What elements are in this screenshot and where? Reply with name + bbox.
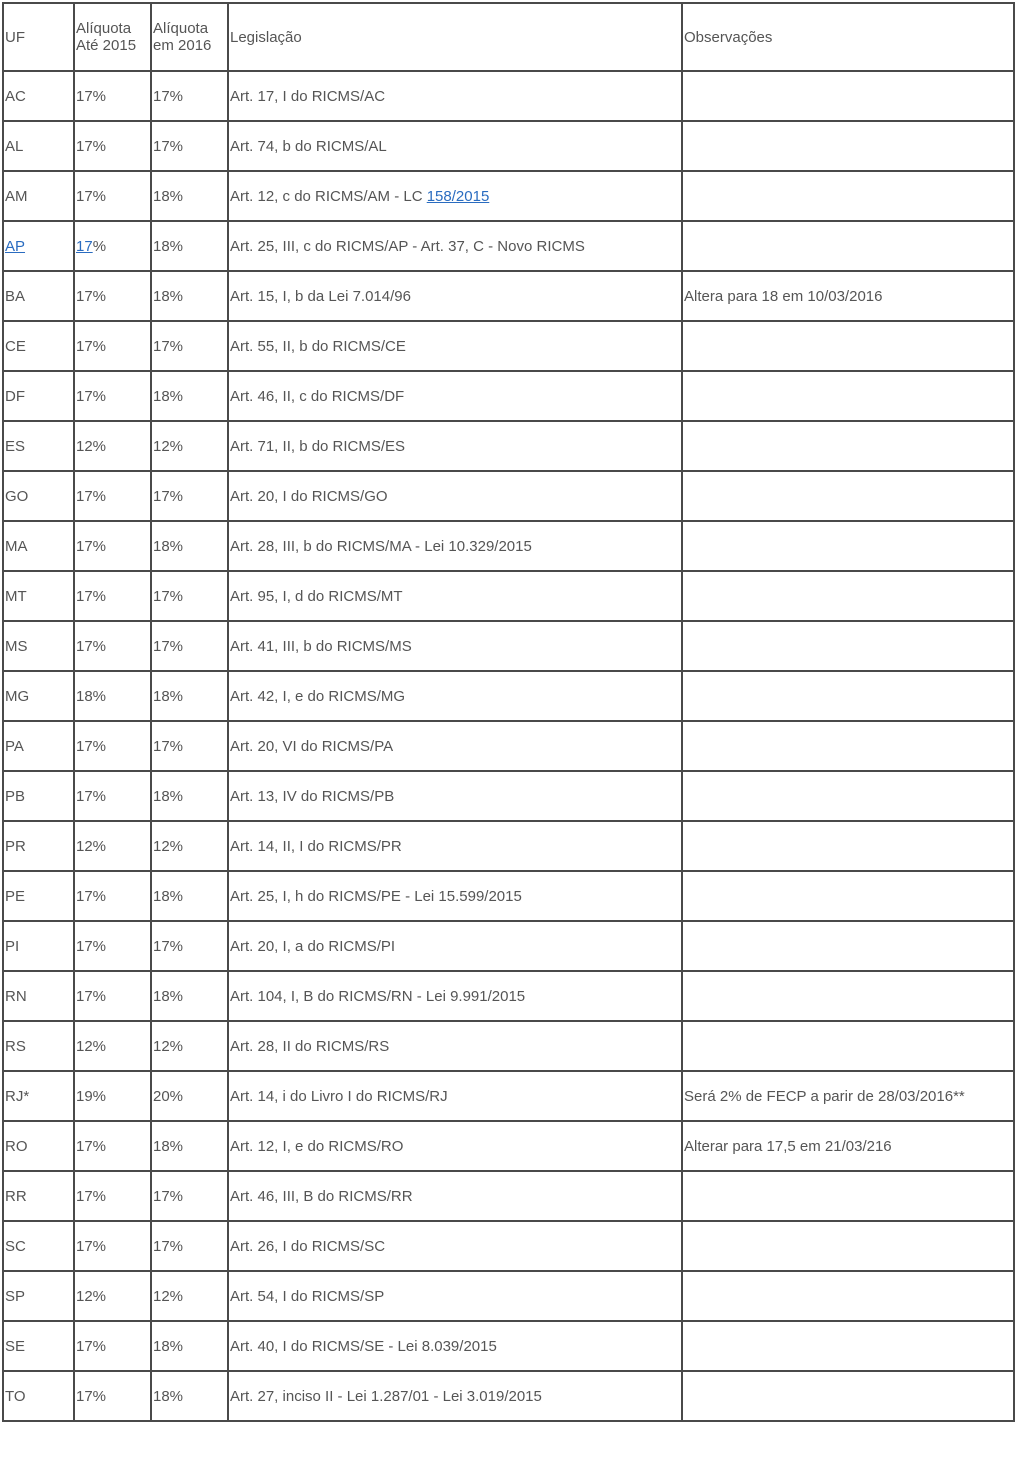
cell-aliquota-2015: 12%	[74, 1271, 151, 1321]
cell-observacoes	[682, 621, 1014, 671]
cell-aliquota-2015: 17%	[74, 1121, 151, 1171]
header-aliquota-2015-line1: Alíquota	[76, 20, 132, 37]
cell-uf: DF	[3, 371, 74, 421]
cell-legislacao: Art. 12, I, e do RICMS/RO	[228, 1121, 682, 1171]
table-row	[3, 271, 1014, 321]
cell-legislacao	[228, 171, 682, 221]
cell-uf: RO	[3, 1121, 74, 1171]
cell-observacoes	[682, 71, 1014, 121]
table-row	[3, 221, 1014, 271]
cell-aliquota-2016: 17%	[151, 571, 228, 621]
table-row	[3, 371, 1014, 421]
cell-uf: AM	[3, 171, 74, 221]
cell-observacoes	[682, 1021, 1014, 1071]
table-row	[3, 71, 1014, 121]
header-aliquota-2016	[151, 3, 228, 71]
cell-uf: MS	[3, 621, 74, 671]
cell-legislacao: Art. 95, I, d do RICMS/MT	[228, 571, 682, 621]
table-row	[3, 1121, 1014, 1171]
cell-legislacao: Art. 20, I, a do RICMS/PI	[228, 921, 682, 971]
cell-aliquota-2016: 17%	[151, 721, 228, 771]
cell-observacoes	[682, 471, 1014, 521]
header-uf: UF	[3, 3, 74, 71]
cell-legislacao: Art. 74, b do RICMS/AL	[228, 121, 682, 171]
table-row	[3, 771, 1014, 821]
table-row	[3, 1221, 1014, 1271]
cell-aliquota-2015: 12%	[74, 1021, 151, 1071]
cell-observacoes	[682, 571, 1014, 621]
cell-uf: TO	[3, 1371, 74, 1421]
cell-observacoes	[682, 121, 1014, 171]
cell-aliquota-2015: 17%	[74, 1371, 151, 1421]
table-row	[3, 871, 1014, 921]
cell-aliquota-2016: 17%	[151, 321, 228, 371]
cell-uf: RN	[3, 971, 74, 1021]
cell-aliquota-2015: 17%	[74, 1221, 151, 1271]
cell-aliquota-2016: 18%	[151, 1121, 228, 1171]
header-legislacao: Legislação	[228, 3, 682, 71]
cell-legislacao: Art. 46, II, c do RICMS/DF	[228, 371, 682, 421]
cell-uf: GO	[3, 471, 74, 521]
cell-aliquota-2015: 17%	[74, 921, 151, 971]
cell-aliquota-2016: 17%	[151, 1221, 228, 1271]
cell-aliquota-2016: 17%	[151, 621, 228, 671]
cell-aliquota-2015: 12%	[74, 821, 151, 871]
cell-observacoes	[682, 921, 1014, 971]
cell-uf: RJ*	[3, 1071, 74, 1121]
table-row	[3, 471, 1014, 521]
cell-aliquota-2016: 12%	[151, 421, 228, 471]
cell-observacoes: Será 2% de FECP a parir de 28/03/2016**	[682, 1071, 1014, 1121]
cell-uf: SP	[3, 1271, 74, 1321]
table-row	[3, 1021, 1014, 1071]
cell-aliquota-2015: 12%	[74, 421, 151, 471]
cell-uf: PA	[3, 721, 74, 771]
cell-legislacao: Art. 20, VI do RICMS/PA	[228, 721, 682, 771]
table-row	[3, 171, 1014, 221]
cell-observacoes: Alterar para 17,5 em 21/03/216	[682, 1121, 1014, 1171]
table-row	[3, 971, 1014, 1021]
cell-aliquota-2015: 17%	[74, 171, 151, 221]
cell-aliquota-2016: 17%	[151, 1171, 228, 1221]
cell-aliquota-2015: 17%	[74, 521, 151, 571]
cell-aliquota-2016: 17%	[151, 121, 228, 171]
cell-aliquota-2016: 18%	[151, 871, 228, 921]
table-row	[3, 821, 1014, 871]
header-aliquota-2016-line2: em 2016	[153, 37, 212, 54]
cell-legislacao: Art. 26, I do RICMS/SC	[228, 1221, 682, 1271]
cell-aliquota-2016: 12%	[151, 821, 228, 871]
header-observacoes: Observações	[682, 3, 1014, 71]
cell-aliquota-2015: 19%	[74, 1071, 151, 1121]
aliquota-ap-link[interactable]: 17	[76, 237, 93, 255]
cell-aliquota-2015: 17%	[74, 371, 151, 421]
cell-aliquota-2016: 18%	[151, 221, 228, 271]
cell-uf: BA	[3, 271, 74, 321]
cell-aliquota-2016: 18%	[151, 671, 228, 721]
cell-observacoes	[682, 321, 1014, 371]
icms-rates-table	[2, 2, 1015, 1422]
cell-uf: CE	[3, 321, 74, 371]
cell-legislacao: Art. 55, II, b do RICMS/CE	[228, 321, 682, 371]
table-header-row	[3, 3, 1014, 71]
cell-legislacao: Art. 54, I do RICMS/SP	[228, 1271, 682, 1321]
cell-uf: MG	[3, 671, 74, 721]
cell-aliquota-2015: 18%	[74, 671, 151, 721]
cell-observacoes	[682, 371, 1014, 421]
table-row	[3, 521, 1014, 571]
cell-aliquota-2015	[74, 221, 151, 271]
table-row	[3, 671, 1014, 721]
percent-sign: %	[92, 237, 107, 255]
table-row	[3, 621, 1014, 671]
cell-uf: SC	[3, 1221, 74, 1271]
lc-158-2015-link[interactable]: 158/2015	[426, 187, 490, 205]
cell-observacoes	[682, 721, 1014, 771]
table-row	[3, 1271, 1014, 1321]
cell-observacoes	[682, 1371, 1014, 1421]
cell-legislacao: Art. 25, I, h do RICMS/PE - Lei 15.599/2015	[228, 871, 682, 921]
cell-uf: AC	[3, 71, 74, 121]
cell-aliquota-2016: 18%	[151, 271, 228, 321]
cell-observacoes: Altera para 18 em 10/03/2016	[682, 271, 1014, 321]
cell-aliquota-2016: 18%	[151, 1371, 228, 1421]
cell-observacoes	[682, 171, 1014, 221]
cell-aliquota-2015: 17%	[74, 1171, 151, 1221]
table-row	[3, 571, 1014, 621]
cell-observacoes	[682, 771, 1014, 821]
cell-aliquota-2016: 18%	[151, 971, 228, 1021]
cell-legislacao: Art. 71, II, b do RICMS/ES	[228, 421, 682, 471]
cell-legislacao: Art. 17, I do RICMS/AC	[228, 71, 682, 121]
cell-aliquota-2016: 12%	[151, 1271, 228, 1321]
cell-aliquota-2015: 17%	[74, 271, 151, 321]
cell-aliquota-2016: 17%	[151, 471, 228, 521]
cell-aliquota-2015: 17%	[74, 871, 151, 921]
table-row	[3, 1321, 1014, 1371]
cell-aliquota-2016: 18%	[151, 171, 228, 221]
cell-uf: PB	[3, 771, 74, 821]
cell-legislacao: Art. 28, III, b do RICMS/MA - Lei 10.329/2015	[228, 521, 682, 571]
table-row	[3, 421, 1014, 471]
cell-aliquota-2016: 18%	[151, 1321, 228, 1371]
cell-uf	[3, 221, 74, 271]
cell-legislacao: Art. 14, i do Livro I do RICMS/RJ	[228, 1071, 682, 1121]
cell-observacoes	[682, 1221, 1014, 1271]
cell-observacoes	[682, 421, 1014, 471]
cell-uf: ES	[3, 421, 74, 471]
cell-observacoes	[682, 521, 1014, 571]
cell-aliquota-2016: 17%	[151, 921, 228, 971]
table-row	[3, 1371, 1014, 1421]
cell-aliquota-2015: 17%	[74, 971, 151, 1021]
cell-uf: MT	[3, 571, 74, 621]
cell-aliquota-2016: 17%	[151, 71, 228, 121]
cell-aliquota-2015: 17%	[74, 771, 151, 821]
cell-uf: AL	[3, 121, 74, 171]
cell-uf: PR	[3, 821, 74, 871]
cell-aliquota-2015: 17%	[74, 471, 151, 521]
cell-aliquota-2015: 17%	[74, 621, 151, 671]
cell-aliquota-2016: 20%	[151, 1071, 228, 1121]
table-row	[3, 121, 1014, 171]
cell-observacoes	[682, 221, 1014, 271]
legislacao-text: Art. 12, c do RICMS/AM - LC	[230, 187, 427, 205]
cell-aliquota-2016: 18%	[151, 521, 228, 571]
cell-legislacao: Art. 40, I do RICMS/SE - Lei 8.039/2015	[228, 1321, 682, 1371]
cell-aliquota-2015: 17%	[74, 1321, 151, 1371]
header-aliquota-2015-line2: Até 2015	[76, 37, 137, 54]
cell-legislacao: Art. 28, II do RICMS/RS	[228, 1021, 682, 1071]
cell-observacoes	[682, 1321, 1014, 1371]
table-row	[3, 321, 1014, 371]
cell-aliquota-2016: 12%	[151, 1021, 228, 1071]
cell-legislacao: Art. 15, I, b da Lei 7.014/96	[228, 271, 682, 321]
cell-observacoes	[682, 821, 1014, 871]
table-row	[3, 921, 1014, 971]
table-row	[3, 1171, 1014, 1221]
cell-uf: MA	[3, 521, 74, 571]
header-aliquota-2015	[74, 3, 151, 71]
header-aliquota-2016-line1: Alíquota	[153, 20, 209, 37]
uf-ap-link[interactable]: AP	[5, 237, 26, 255]
cell-aliquota-2015: 17%	[74, 71, 151, 121]
cell-legislacao: Art. 13, IV do RICMS/PB	[228, 771, 682, 821]
cell-observacoes	[682, 1271, 1014, 1321]
cell-legislacao: Art. 25, III, c do RICMS/AP - Art. 37, C - Novo RICMS	[228, 221, 682, 271]
table-row	[3, 1071, 1014, 1121]
cell-observacoes	[682, 871, 1014, 921]
cell-aliquota-2015: 17%	[74, 721, 151, 771]
cell-observacoes	[682, 671, 1014, 721]
cell-observacoes	[682, 971, 1014, 1021]
cell-aliquota-2015: 17%	[74, 571, 151, 621]
cell-observacoes	[682, 1171, 1014, 1221]
cell-aliquota-2016: 18%	[151, 771, 228, 821]
cell-legislacao: Art. 27, inciso II - Lei 1.287/01 - Lei 3.019/2015	[228, 1371, 682, 1421]
cell-uf: RR	[3, 1171, 74, 1221]
cell-uf: PE	[3, 871, 74, 921]
cell-uf: PI	[3, 921, 74, 971]
cell-uf: RS	[3, 1021, 74, 1071]
cell-aliquota-2015: 17%	[74, 121, 151, 171]
cell-legislacao: Art. 20, I do RICMS/GO	[228, 471, 682, 521]
cell-uf: SE	[3, 1321, 74, 1371]
cell-legislacao: Art. 42, I, e do RICMS/MG	[228, 671, 682, 721]
cell-legislacao: Art. 41, III, b do RICMS/MS	[228, 621, 682, 671]
table-row	[3, 721, 1014, 771]
cell-aliquota-2016: 18%	[151, 371, 228, 421]
cell-aliquota-2015: 17%	[74, 321, 151, 371]
cell-legislacao: Art. 104, I, B do RICMS/RN - Lei 9.991/2015	[228, 971, 682, 1021]
cell-legislacao: Art. 46, III, B do RICMS/RR	[228, 1171, 682, 1221]
cell-legislacao: Art. 14, II, I do RICMS/PR	[228, 821, 682, 871]
